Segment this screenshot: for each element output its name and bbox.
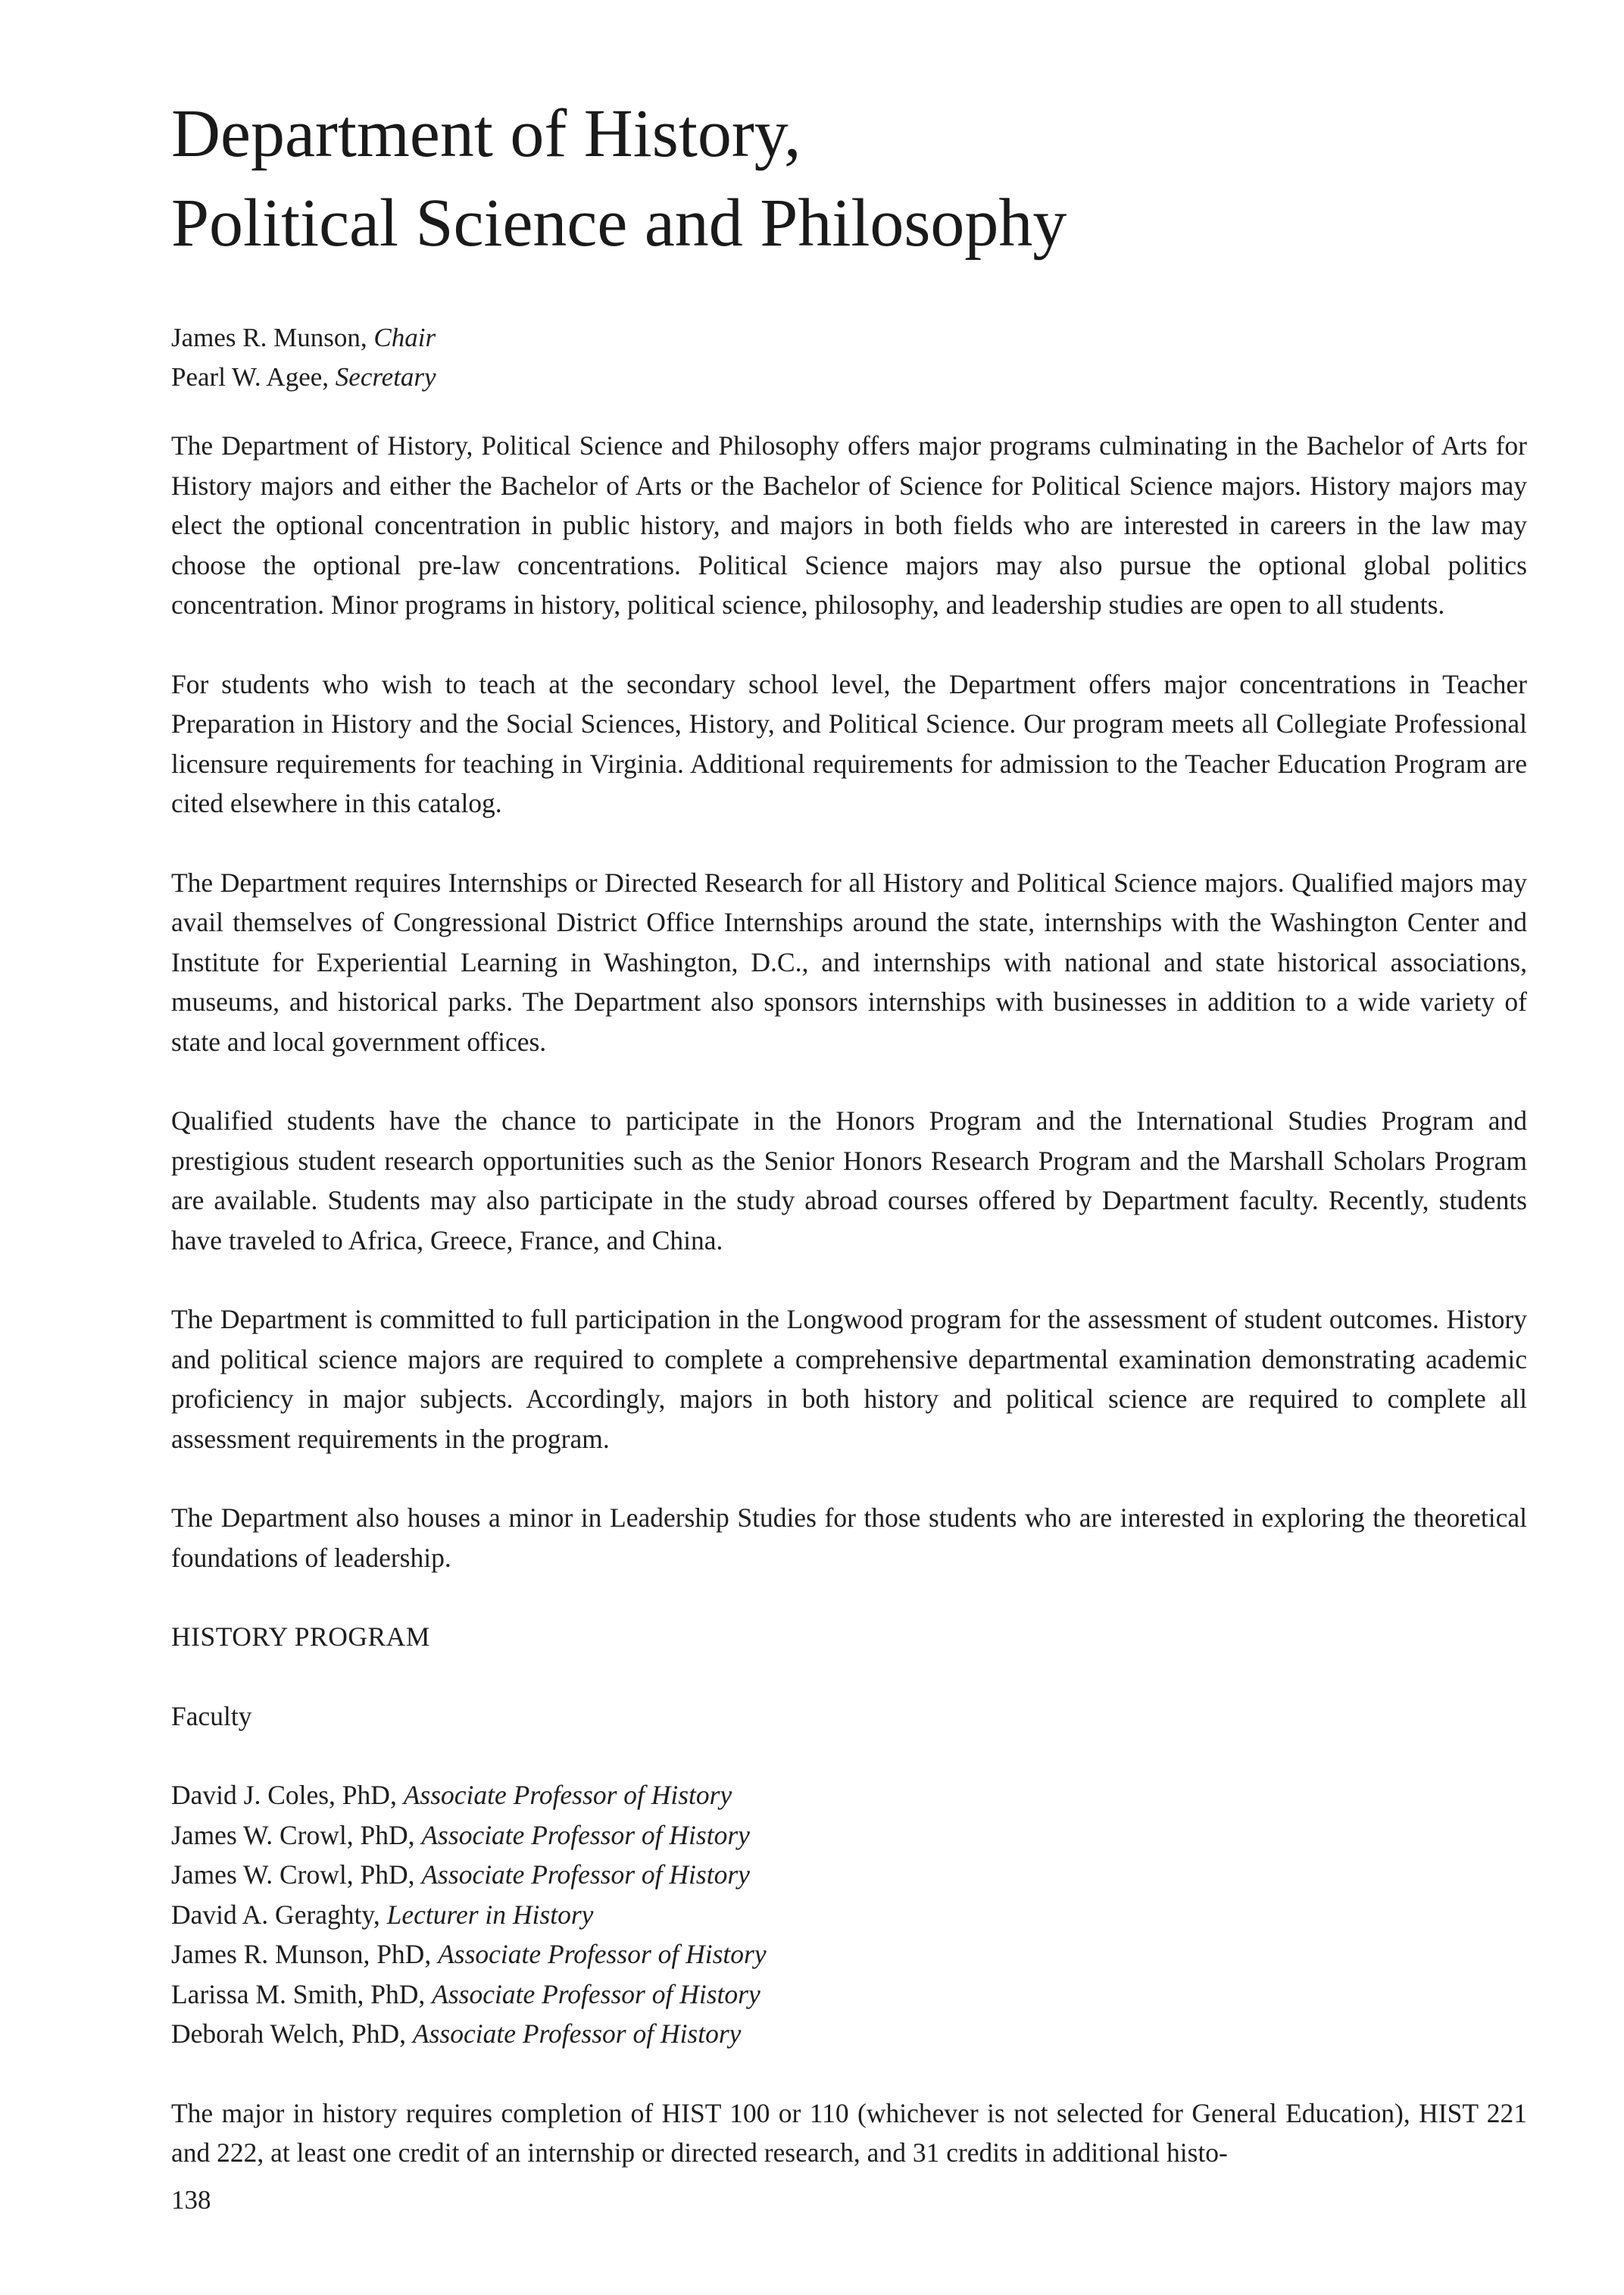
- paragraph-honors: Qualified students have the chance to participate in the Honors Program and the International Studies Program and prestigious student research opportunities such as the Senior Honors Research Program and the Marshall Scholars Program are available. Students may also participate in the study abroad courses offered by Department faculty. Recently, students have traveled to Africa, Greece, France, and China.: [171, 1105, 1527, 1255]
- officer-chair: [171, 318, 436, 358]
- faculty-member: Deborah Welch, PhD, Associate Professor of History: [171, 2018, 742, 2049]
- officer-name: James R. Munson,: [171, 323, 367, 352]
- officer-role: Secretary: [335, 362, 436, 392]
- title-line-1: Department of History,: [171, 96, 801, 171]
- faculty-member: James W. Crowl, PhD, Associate Professor of History: [171, 1859, 750, 1890]
- officer-role: Chair: [373, 323, 436, 352]
- paragraph-teacher-prep: For students who wish to teach at the secondary school level, the Department offers major concentrations in Teacher Preparation in History and the Social Sciences, History, and Political Science. Our program meets all Collegiate Professional licensure requirements for teaching in Virginia. Additional requirements for admission to the Teacher Education Program are cited elsewhere in this catalog.: [171, 668, 1527, 818]
- faculty-member: David A. Geraghty, Lecturer in History: [171, 1899, 594, 1930]
- paragraph-leadership: The Department also houses a minor in Leadership Studies for those students who are interested in exploring the theoretical foundations of leadership.: [171, 1502, 1527, 1573]
- page-number: 138: [171, 2185, 211, 2215]
- faculty-member: David J. Coles, PhD, Associate Professor of History: [171, 1780, 732, 1810]
- page-title: [171, 89, 1519, 268]
- body-text: [171, 426, 1527, 2212]
- department-officers: [171, 318, 436, 397]
- faculty-member: Larissa M. Smith, PhD, Associate Professor of History: [171, 1978, 760, 2009]
- paragraph-assessment: The Department is committed to full participation in the Longwood program for the assessment of student outcomes. History and political science majors are required to complete a comprehensive departmental examination demonstrating academic proficiency in major subjects. Accordingly, majors in both history and political science are required to complete all assessment requirements in the program.: [171, 1304, 1527, 1454]
- paragraph-programs: The Department of History, Political Science and Philosophy offers major programs culminating in the Bachelor of Arts for History majors and either the Bachelor of Arts or the Bachelor of Science for Political Science majors. History majors may elect the optional concentration in public history, and majors in both fields who are interested in careers in the law may choose the optional pre-law concentrations. Political Science majors may also pursue the optional global politics concentration. Minor programs in history, political science, philosophy, and leadership studies are open to all students.: [171, 430, 1527, 620]
- title-line-2: Political Science and Philosophy: [171, 186, 1067, 261]
- officer-secretary: [171, 358, 436, 397]
- paragraph-major-requirements: The major in history requires completion of HIST 100 or 110 (whichever is not selected for General Education), HIST 221 and 222, at least one credit of an internship or directed research, and 31 credits in additional histo-: [171, 2097, 1527, 2168]
- paragraph-internships: The Department requires Internships or Directed Research for all History and Political Science majors. Qualified majors may avail themselves of Congressional District Office Internships around the state, internships with the Washington Center and Institute for Experiential Learning in Washington, D.C., and internships with national and state historical associations, museums, and historical parks. The Department also sponsors internships with businesses in addition to a wide variety of state and local government offices.: [171, 867, 1527, 1057]
- section-heading-history-program: HISTORY PROGRAM: [171, 1621, 430, 1652]
- faculty-list: [171, 1775, 1527, 2054]
- faculty-heading: Faculty: [171, 1700, 252, 1731]
- officer-name: Pearl W. Agee,: [171, 362, 329, 392]
- faculty-member: James R. Munson, PhD, Associate Professor of History: [171, 1939, 767, 1969]
- faculty-member: James W. Crowl, PhD, Associate Professor of History: [171, 1819, 750, 1850]
